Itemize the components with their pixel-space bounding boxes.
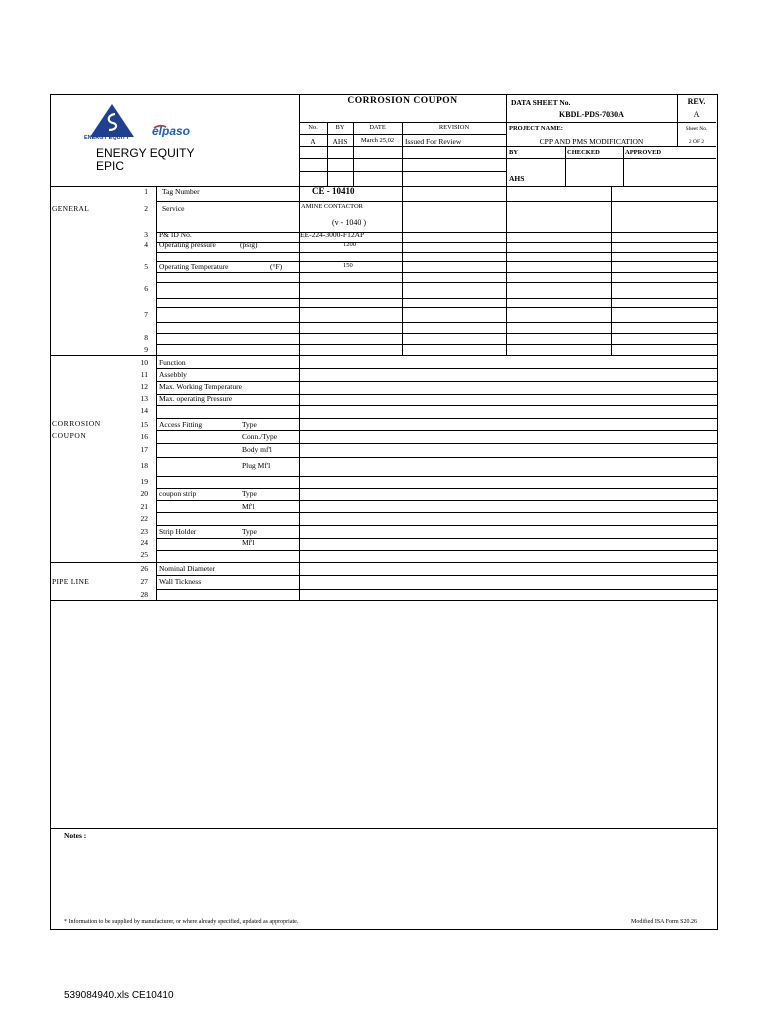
row-sublabel: Mf'l (242, 502, 255, 511)
column-divider (611, 186, 612, 355)
row-number: 9 (144, 345, 148, 354)
row-number: 25 (140, 550, 148, 559)
row-line (156, 344, 717, 345)
row-label: P& ID No. (159, 230, 192, 239)
row-line (156, 500, 717, 501)
row-number: 13 (140, 394, 148, 403)
row-number: 21 (140, 502, 148, 511)
section-divider (50, 355, 717, 356)
row-label: Operating Temperature (159, 262, 229, 271)
signoff-checked-label: CHECKED (567, 149, 600, 156)
row-number: 14 (140, 406, 148, 415)
notes-label: Notes : (64, 831, 87, 840)
row-sublabel: Type (242, 527, 257, 536)
row-label: Wall Tickness (159, 577, 202, 586)
row-number: 26 (140, 564, 148, 573)
rev-row-no: A (310, 137, 316, 146)
company-line1: ENERGY EQUITY (96, 146, 195, 160)
row-number: 8 (144, 333, 148, 342)
row-line (156, 394, 717, 395)
row-line (156, 512, 717, 513)
column-divider (506, 186, 507, 355)
row-sublabel: (°F) (270, 262, 283, 271)
row-line (156, 589, 717, 590)
data-sheet-number: KBDL-PDS-7030A (559, 110, 624, 119)
data-sheet-label: DATA SHEET No. (511, 98, 571, 107)
row-line (156, 525, 717, 526)
row-line (156, 333, 717, 334)
energy-equity-logo-caption: ENERGY EQUITY (84, 135, 130, 141)
row-label: Max. operating Pressure (159, 394, 233, 403)
rev-header-revision: REVISION (438, 124, 470, 131)
row-label: Nominal Diameter (159, 564, 216, 573)
row-sublabel: Conn./Type (242, 432, 278, 441)
row-label: Max. Working Temperature (159, 382, 242, 391)
row-value: 150 (343, 262, 353, 269)
sheet-label: Sheet No. (685, 126, 708, 132)
row-line (156, 457, 717, 458)
row-label: Function (159, 358, 186, 367)
project-name: CPP AND PMS MODIFICATION (539, 137, 644, 146)
row-line (156, 368, 717, 369)
row-line (156, 488, 717, 489)
row-sublabel: Plug Mf'l (242, 461, 271, 470)
form-reference: Modified ISA Form S20.26 (631, 919, 698, 925)
signoff-by-label: BY (509, 149, 519, 156)
row-line (156, 272, 717, 273)
section-general: GENERAL (52, 204, 90, 213)
notes-divider (50, 828, 717, 829)
row-value: AMINE CONTACTOR (301, 203, 364, 210)
row-number: 11 (140, 370, 148, 379)
row-line (156, 418, 717, 419)
row-label: Assebbly (159, 370, 187, 379)
row-line (156, 430, 717, 431)
row-label: Strip Holder (159, 527, 197, 536)
row-line (156, 307, 717, 308)
row-line (156, 252, 717, 253)
row-line (156, 298, 717, 299)
row-number: 12 (140, 382, 148, 391)
row-number: 4 (144, 240, 148, 249)
row-line (156, 232, 717, 233)
row-number: 7 (144, 310, 148, 319)
row-number: 10 (140, 358, 148, 367)
rev-row-revision: Issued For Review (405, 137, 462, 146)
footnote: * Information to be supplied by manufacturer, or where already specified, updated as appropriate. (64, 919, 299, 925)
row-sublabel: Mf'l (242, 538, 255, 547)
row-number: 24 (140, 538, 148, 547)
row-number: 28 (140, 590, 148, 599)
table-bottom-line (50, 600, 717, 601)
row-label: Service (162, 204, 185, 213)
rev-header-by: BY (335, 124, 345, 131)
row-value: EE-224-3000-F12AP (300, 230, 365, 239)
row-label: Tag Number (162, 187, 200, 196)
signoff-approved-label: APPROVED (625, 149, 662, 156)
form-title: CORROSION COUPON (347, 96, 458, 106)
row-number: 15 (140, 420, 148, 429)
row-line (156, 550, 717, 551)
row-number: 20 (140, 489, 148, 498)
row-line (156, 476, 717, 477)
row-label: Operating pressure (159, 240, 216, 249)
rev-label: REV. (687, 97, 706, 106)
rev-header-date: DATE (369, 124, 386, 131)
row-number: 16 (140, 432, 148, 441)
rev-row-date: March 25,02 (360, 137, 395, 144)
rev-value: A (693, 110, 700, 119)
row-line (156, 575, 717, 576)
row-line (156, 322, 717, 323)
row-line (156, 261, 717, 262)
row-line (156, 443, 717, 444)
row-number: 3 (144, 230, 148, 239)
row-line (156, 201, 717, 202)
row-number: 18 (140, 461, 148, 470)
rev-header-no: No. (308, 124, 318, 131)
row-number: 5 (144, 262, 148, 271)
row-sublabel: Type (242, 420, 257, 429)
row-number: 22 (140, 514, 148, 523)
company-line2: EPIC (96, 159, 125, 173)
row-line (156, 282, 717, 283)
row-number: 17 (140, 445, 148, 454)
row-number: 23 (140, 527, 148, 536)
sheet-value: 2 OF 2 (688, 139, 705, 145)
row-sublabel: Type (242, 489, 257, 498)
section-divider (50, 562, 717, 563)
section-corrosion: CORROSION (52, 419, 101, 428)
row-value-secondary: (v - 1040 ) (332, 218, 366, 227)
row-value: CE - 10410 (312, 186, 355, 196)
row-line (156, 538, 717, 539)
rev-row-by: AHS (332, 137, 348, 146)
row-line (156, 405, 717, 406)
filename-footer: 539084940.xls CE10410 (64, 990, 174, 1001)
row-number: 2 (144, 204, 148, 213)
section-pipeline: PIPE LINE (52, 577, 90, 586)
elpaso-wordmark: elpaso (152, 124, 191, 137)
row-label: coupon strip (159, 489, 197, 498)
row-sublabel: (psig) (240, 240, 258, 249)
row-value: 1200 (343, 241, 356, 248)
row-sublabel: Body mf'l (242, 445, 272, 454)
row-number: 27 (140, 577, 148, 586)
row-number: 6 (144, 284, 148, 293)
column-divider (402, 186, 403, 355)
row-number: 19 (140, 477, 148, 486)
signoff-by-value: AHS (509, 174, 525, 183)
row-label: Access Fitting (159, 420, 203, 429)
section-coupon: COUPON (52, 431, 87, 440)
project-label: PROJECT NAME: (509, 125, 563, 132)
row-number: 1 (144, 187, 148, 196)
